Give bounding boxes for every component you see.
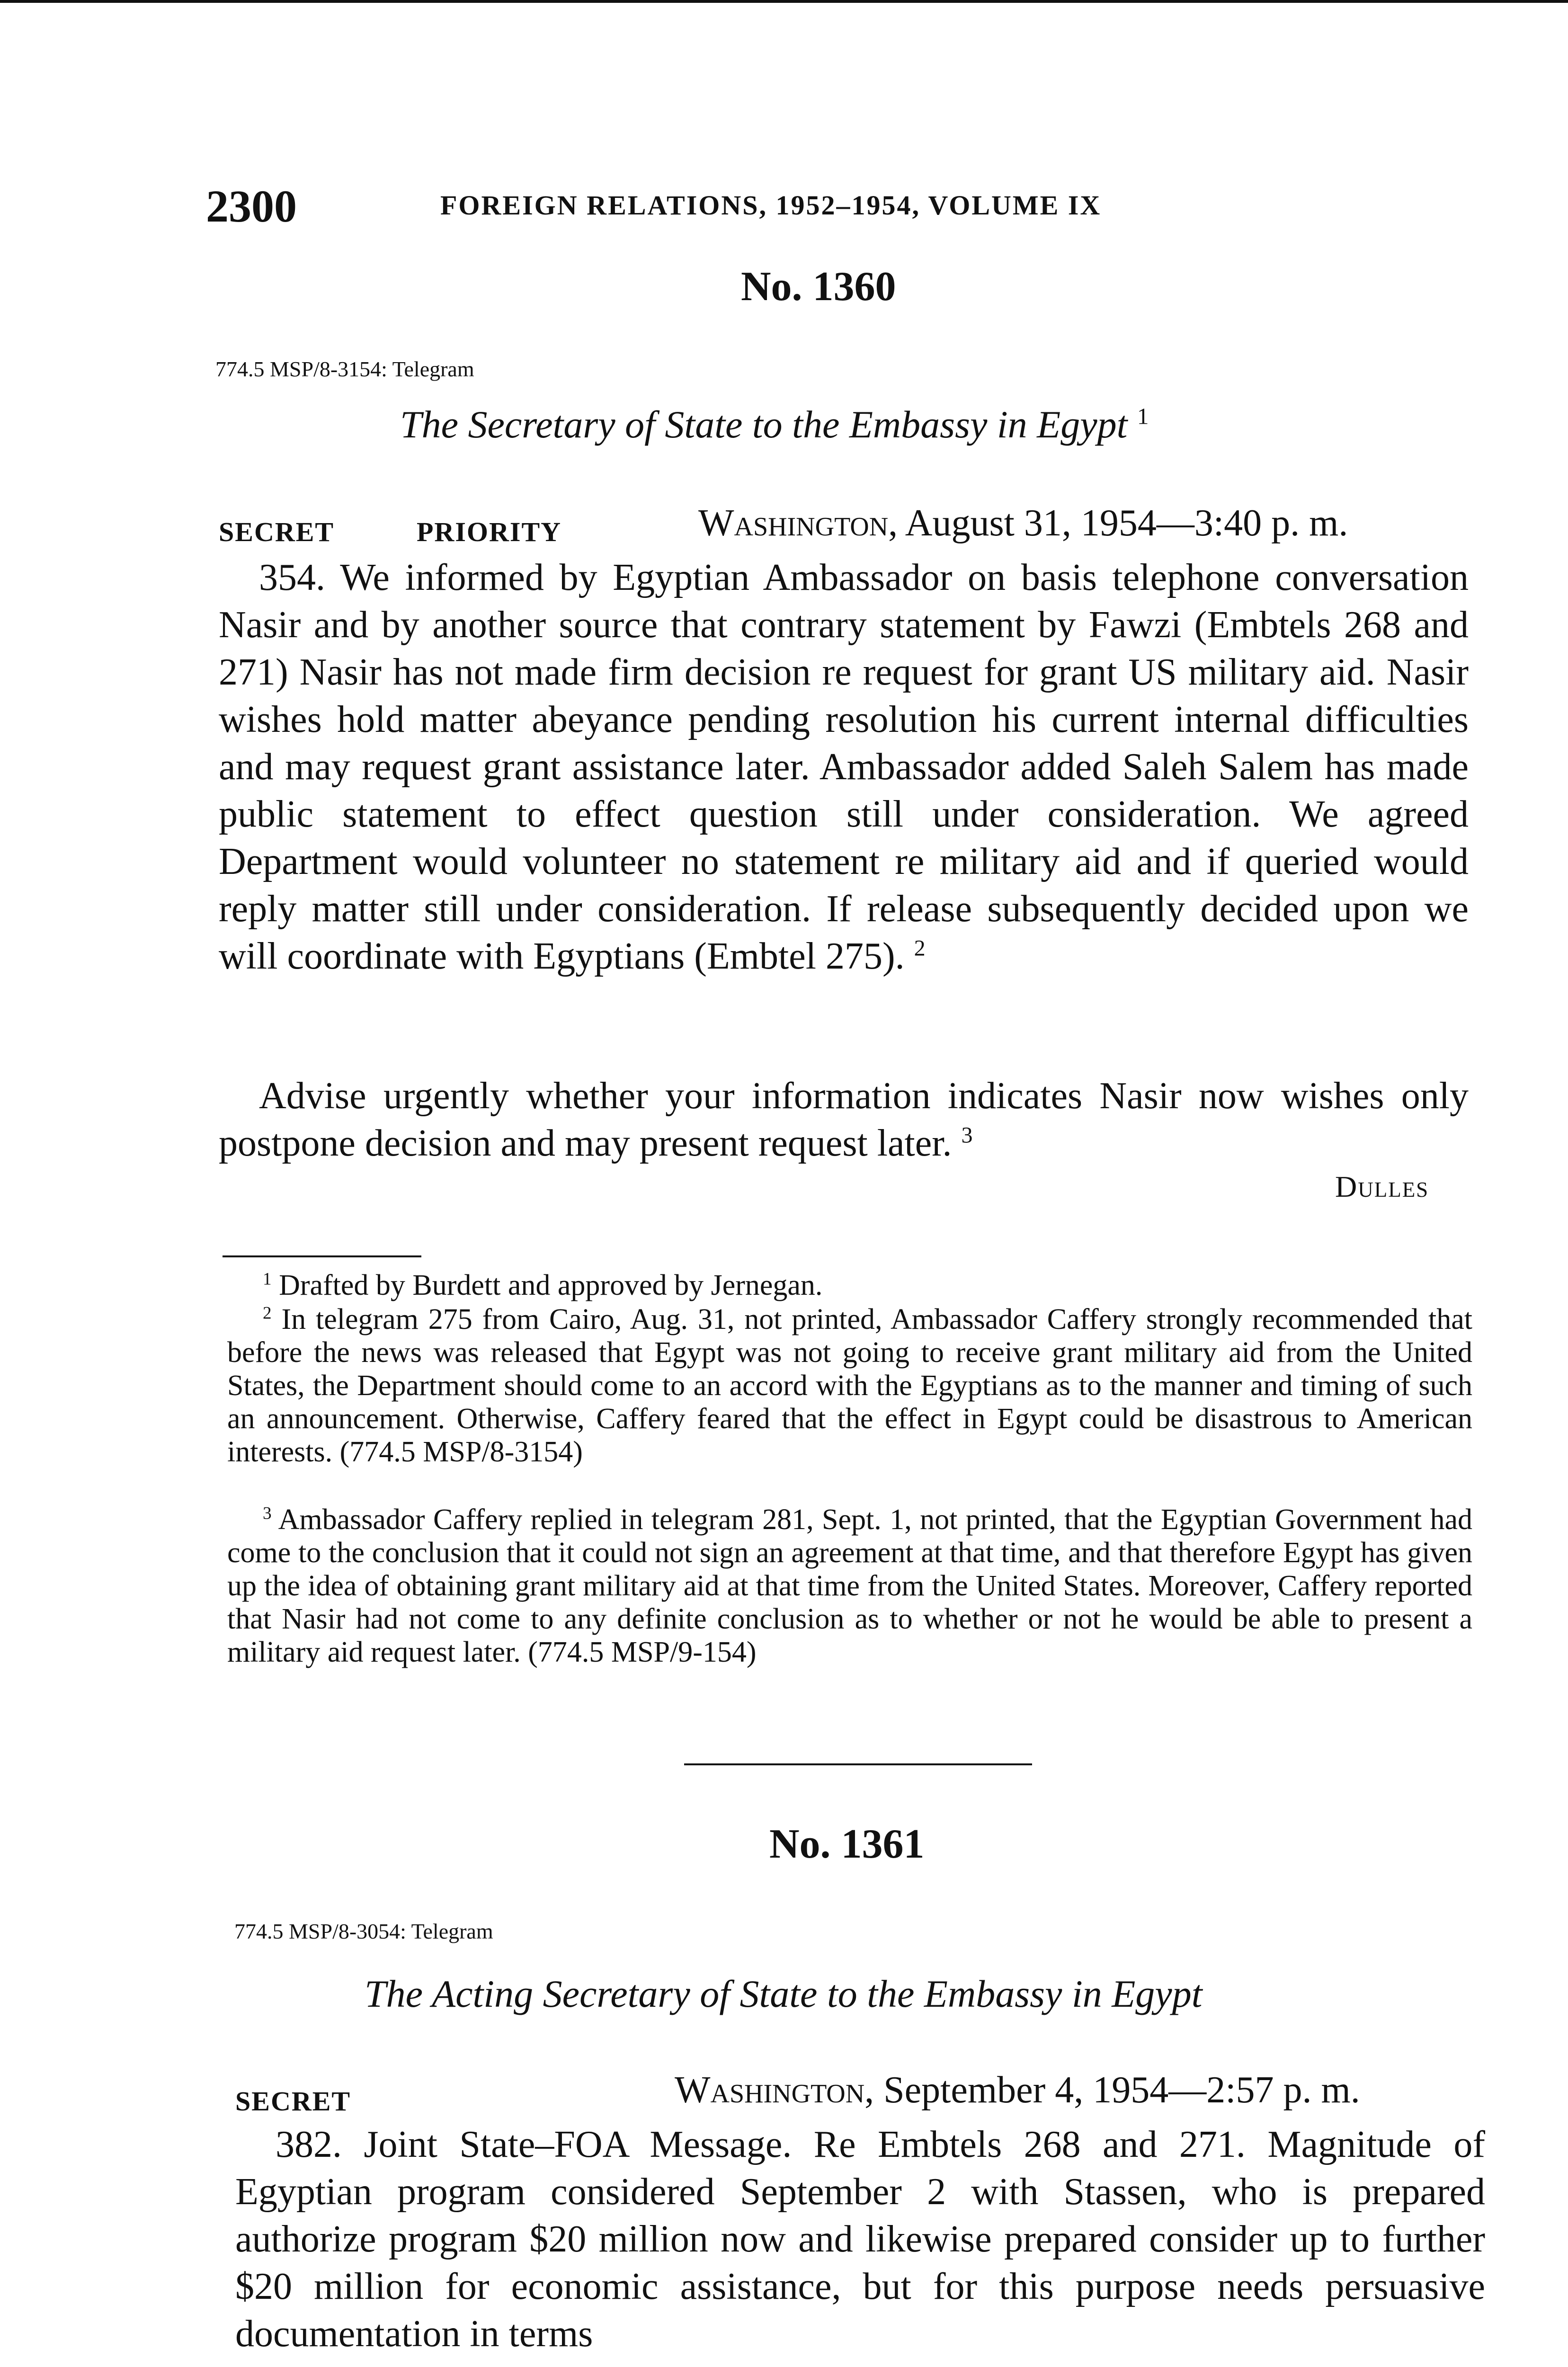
signature: Dulles [1335, 1170, 1429, 1203]
footnote-ref: 3 [961, 1122, 973, 1148]
file-reference: 774.5 MSP/8-3154: Telegram [215, 357, 474, 381]
footnote-text: Ambassador Caffery replied in telegram 281, Sept. 1, not printed, that the Egyptian Government had come to the conclusion that it could not sign an agreement at that time, and that therefore Egypt has given up the idea of obtaining grant military aid at that time from the United States. Moreover, Caffery reported that Nasir had not come to any definite conclusion as to whether or not he would be able to present a military aid request later. (774.5 MSP/9-154) [227, 1504, 1472, 1668]
document-number: No. 1360 [741, 264, 896, 310]
footnote-mark: 1 [263, 1269, 272, 1289]
footnote-text: Drafted by Burdett and approved by Jernegan. [279, 1269, 823, 1301]
footnote-mark: 2 [263, 1303, 272, 1323]
footnote-ref: 1 [1137, 403, 1149, 429]
document-heading [400, 402, 1149, 447]
document-heading: The Acting Secretary of State to the Embassy in Egypt [365, 1972, 1203, 2015]
footnote [227, 1503, 1472, 1669]
page-number: 2300 [206, 181, 297, 231]
classification-marking: SECRET [235, 2086, 351, 2117]
section-divider [684, 1763, 1032, 1765]
footnote-rule [223, 1255, 421, 1257]
dateline-date: , August 31, 1954—3:40 p. m. [888, 502, 1348, 544]
paragraph-text: Advise urgently whether your information indicates Nasir now wishes only postpone decision and may present request later. [219, 1075, 1469, 1164]
heading-text: The Secretary of State to the Embassy in Egypt [400, 403, 1128, 446]
footnote [227, 1303, 1472, 1468]
telegram-paragraph [219, 1072, 1469, 1167]
footnote-ref: 2 [914, 935, 926, 961]
footnote-text: In telegram 275 from Cairo, Aug. 31, not printed, Ambassador Caffery strongly recommended that before the news was released that Egypt was not going to receive grant military aid from the United States, the Department should come to an accord with the Egyptians as to the manner and timing of such an announcement. Otherwise, Caffery feared that the effect in Egypt could be disastrous to American interests. (774.5 MSP/8-3154) [227, 1303, 1472, 1468]
dateline-date: , September 4, 1954—2:57 p. m. [864, 2069, 1360, 2111]
running-head-title: FOREIGN RELATIONS, 1952–1954, VOLUME IX [440, 190, 1102, 221]
page-top-edge [0, 0, 1568, 3]
telegram-paragraph [219, 554, 1469, 980]
dateline-place: Washington [698, 502, 889, 544]
telegram-paragraph: 382. Joint State–FOA Message. Re Embtels 268 and 271. Magnitude of Egyptian program considered September 2 with Stassen, who is prepared authorize program $20 million now and likewise prepared consider up to further $20 million for economic assistance, but for this purpose needs persuasive documentation in terms [235, 2124, 1485, 2355]
paragraph-text: 354. We informed by Egyptian Ambassador on basis telephone conversation Nasir and by another source that contrary statement by Fawzi (Embtels 268 and 271) Nasir has not made firm decision re request for grant US military aid. Nasir wishes hold matter abeyance pending resolution his current internal difficulties and may request grant assistance later. Ambassador added Saleh Salem has made public statement to effect question still under consideration. We agreed Department would volunteer no statement re military aid and if queried would reply matter still under consideration. If release subsequently decided upon we will coordinate with Egyptians (Embtel 275). [219, 557, 1469, 977]
dateline [675, 2069, 1360, 2112]
document-number: No. 1361 [769, 1821, 925, 1867]
priority-marking: PRIORITY [417, 516, 562, 547]
file-reference: 774.5 MSP/8-3054: Telegram [234, 1919, 493, 1943]
dateline-place: Washington [675, 2069, 865, 2111]
footnote-mark: 3 [263, 1504, 272, 1523]
classification-marking: SECRET [219, 516, 335, 547]
footnote [227, 1269, 1472, 1302]
dateline [698, 502, 1348, 545]
